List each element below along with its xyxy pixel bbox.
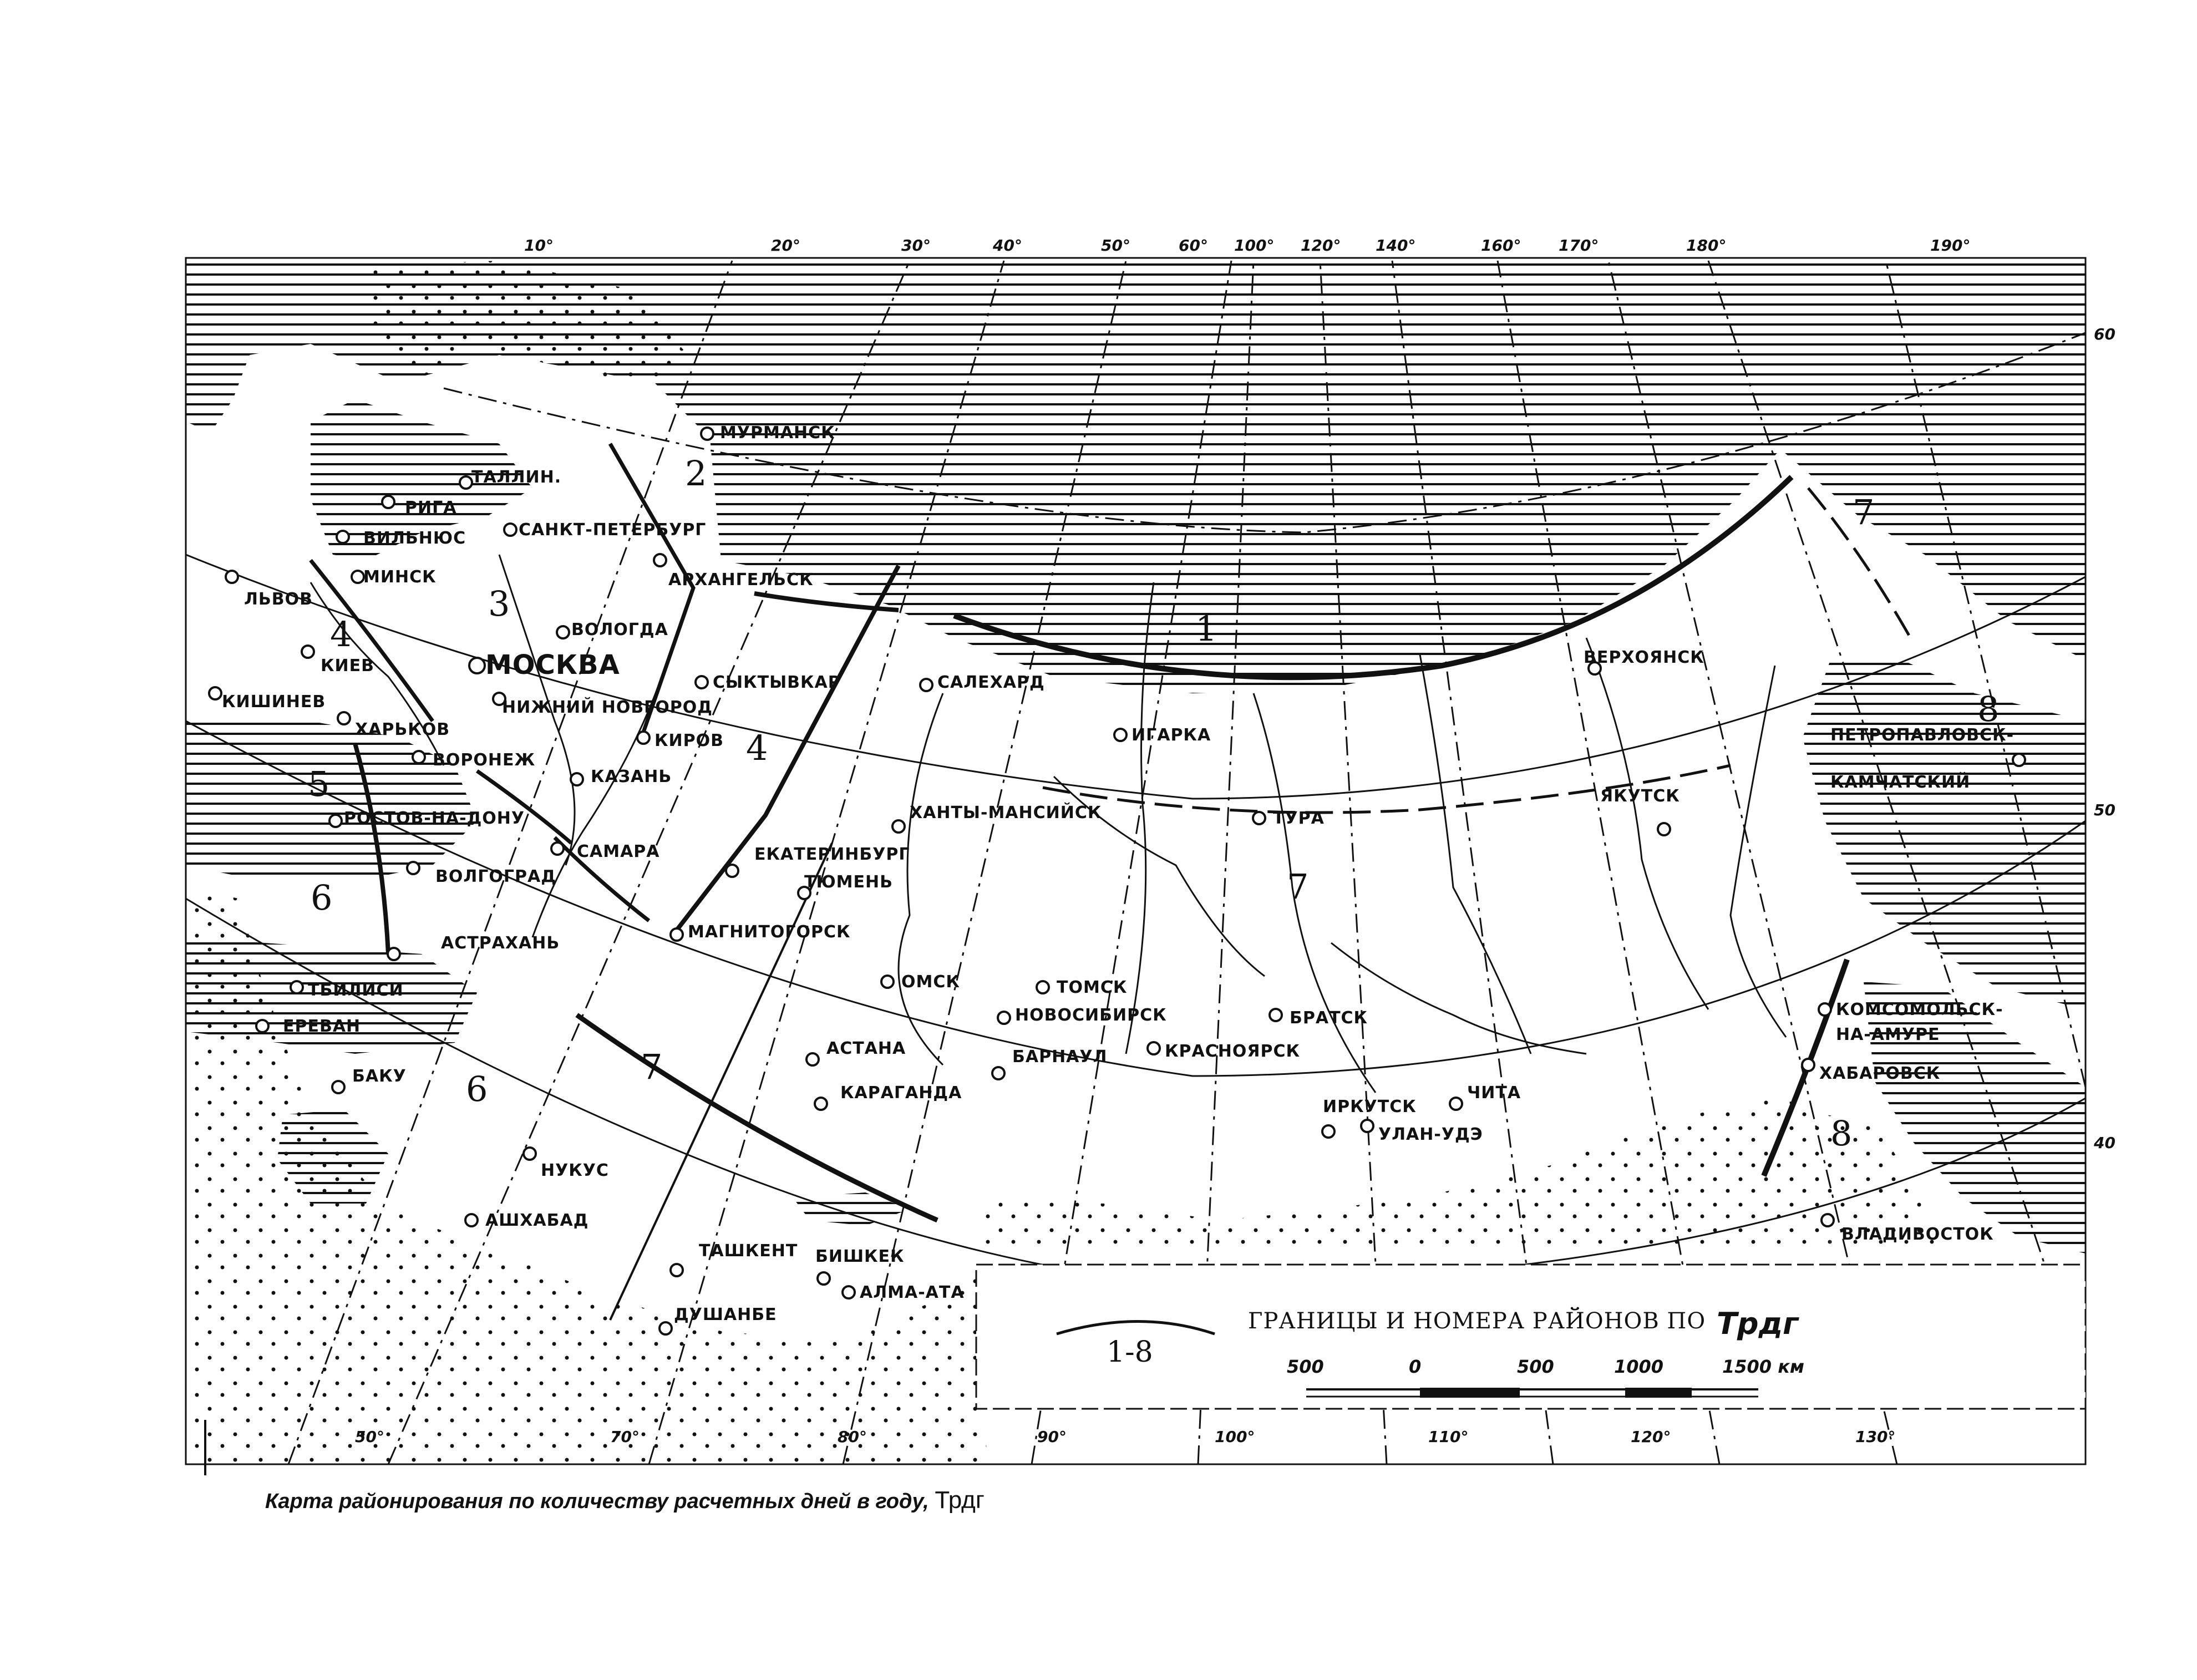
city-label: НИЖНИЙ НОВГОРОД <box>502 698 713 717</box>
city-label: БАРНАУЛ <box>1012 1047 1108 1067</box>
zone-number: 7 <box>1853 492 1875 532</box>
city-label: МУРМАНСК <box>720 423 835 443</box>
deg-top-9: 160° <box>1481 236 1521 255</box>
city-label: ХАРЬКОВ <box>355 720 450 739</box>
city-label: НОВОСИБИРСК <box>1015 1006 1167 1025</box>
scale-label: 0 <box>1409 1356 1422 1377</box>
city-label: БИШКЕК <box>815 1247 905 1266</box>
city-label: НА-АМУРЕ <box>1836 1025 1940 1044</box>
zone-number: 1 <box>1195 608 1217 649</box>
zone-number: 4 <box>746 728 768 768</box>
city-label: БРАТСК <box>1290 1008 1368 1028</box>
city-label: ВОЛОГДА <box>571 620 668 639</box>
city-label: ОМСК <box>901 972 960 992</box>
deg-top-6: 100° <box>1234 236 1275 255</box>
city-label: ИРКУТСК <box>1323 1097 1417 1116</box>
caption-symbol: Трдг <box>935 1486 985 1514</box>
zone-number: 6 <box>311 877 333 918</box>
deg-bottom-5: 110° <box>1428 1428 1469 1446</box>
deg-top-3: 40° <box>993 236 1022 255</box>
legend-title: ГРАНИЦЫ И НОМЕРА РАЙОНОВ ПО <box>1248 1308 1706 1334</box>
zone-number: 8 <box>1977 689 2000 729</box>
legend-title-symbol: Трдг <box>1717 1306 1799 1341</box>
scale-label: 1000 <box>1614 1356 1664 1377</box>
city-label: ВИЛЬНЮС <box>363 529 466 548</box>
city-label: КАМЧАТСКИЙ <box>1830 773 1971 792</box>
zone-number: 4 <box>330 614 352 654</box>
city-label: ПЕТРОПАВЛОВСК- <box>1830 725 2015 745</box>
city-label: ТБИЛИСИ <box>308 981 404 1000</box>
city-label: МИНСК <box>363 567 437 587</box>
city-label: МАГНИТОГОРСК <box>688 922 851 942</box>
top-degree-labels <box>524 236 1970 255</box>
city-label: УЛАН-УДЭ <box>1378 1125 1483 1144</box>
zone-number: 7 <box>1287 866 1309 907</box>
city-label: ИГАРКА <box>1132 725 1211 745</box>
deg-top-10: 170° <box>1559 236 1599 255</box>
deg-right-2: 40 <box>2094 1134 2115 1152</box>
deg-top-4: 50° <box>1101 236 1130 255</box>
city-label: ВОРОНЕЖ <box>433 750 536 770</box>
city-label: САНКТ-ПЕТЕРБУРГ <box>519 520 707 540</box>
city-label: ТАШКЕНТ <box>699 1241 798 1261</box>
zone-number: 5 <box>308 764 330 804</box>
zone-number: 6 <box>466 1069 488 1109</box>
city-label: ТОМСК <box>1057 978 1128 997</box>
deg-right-1: 50 <box>2094 801 2115 819</box>
scale-label: 500 <box>1287 1356 1324 1377</box>
scale-label: 500 <box>1517 1356 1554 1377</box>
deg-top-1: 20° <box>771 236 800 255</box>
city-label: АЛМА-АТА <box>860 1283 965 1302</box>
city-label: ЕРЕВАН <box>283 1017 361 1036</box>
deg-top-5: 60° <box>1179 236 1208 255</box>
city-label: СЫКТЫВКАР <box>713 673 841 692</box>
deg-bottom-1: 70° <box>610 1428 640 1446</box>
deg-bottom-3: 90° <box>1037 1428 1067 1446</box>
city-label: КАЗАНЬ <box>591 767 672 786</box>
city-label: КИШИНЕВ <box>222 692 326 712</box>
city-label: ВОЛГОГРАД <box>435 867 556 886</box>
city-label: БАКУ <box>352 1067 407 1086</box>
deg-right-0: 60 <box>2094 325 2115 343</box>
city-label: НУКУС <box>541 1161 609 1180</box>
legend <box>976 1265 2086 1409</box>
city-label: АРХАНГЕЛЬСК <box>668 570 814 590</box>
city-label: ТУРА <box>1273 809 1325 828</box>
city-label: САМАРА <box>577 842 660 861</box>
city-label: РОСТОВ-НА-ДОНУ <box>344 809 525 828</box>
city-label: САЛЕХАРД <box>937 673 1045 692</box>
city-label: АСТРАХАНЬ <box>441 933 560 953</box>
city-label: ТЮМЕНЬ <box>804 872 893 892</box>
deg-top-12: 190° <box>1930 236 1971 255</box>
zone-number: 2 <box>685 453 707 494</box>
deg-top-7: 120° <box>1301 236 1341 255</box>
caption-text: Карта районирования по количеству расчетных дней в году, <box>265 1490 929 1513</box>
deg-bottom-6: 120° <box>1631 1428 1671 1446</box>
zone-number: 3 <box>488 583 510 624</box>
city-label: АСТАНА <box>826 1039 906 1058</box>
deg-bottom-0: 50° <box>355 1428 384 1446</box>
deg-bottom-7: 130° <box>1855 1428 1896 1446</box>
city-label: КРАСНОЯРСК <box>1165 1042 1300 1061</box>
city-label: КИРОВ <box>654 731 724 750</box>
city-label: РИГА <box>405 498 457 517</box>
city-label: МОСКВА <box>485 649 620 681</box>
city-label: КИЕВ <box>321 656 374 676</box>
city-label: ВЛАДИВОСТОК <box>1841 1225 1994 1244</box>
city-label: ВЕРХОЯНСК <box>1584 648 1704 667</box>
deg-bottom-4: 100° <box>1215 1428 1255 1446</box>
city-label: КАРАГАНДА <box>840 1083 962 1103</box>
deg-bottom-2: 80° <box>838 1428 867 1446</box>
deg-top-2: 30° <box>901 236 931 255</box>
zone-number: 7 <box>641 1047 663 1087</box>
city-label: ЛЬВОВ <box>244 590 313 609</box>
deg-top-0: 10° <box>524 236 554 255</box>
city-label: АШХАБАД <box>485 1211 589 1230</box>
city-label: КОМСОМОЛЬСК- <box>1836 1000 2003 1019</box>
deg-top-8: 140° <box>1376 236 1416 255</box>
map-caption <box>265 1486 985 1514</box>
city-label: ДУШАНБЕ <box>674 1305 777 1324</box>
zone-number: 8 <box>1830 1113 1853 1154</box>
legend-key-label: 1-8 <box>1107 1336 1153 1369</box>
city-label: ХАБАРОВСК <box>1819 1064 1941 1083</box>
city-label: ХАНТЫ-МАНСИЙСК <box>910 803 1102 823</box>
city-label: ЯКУТСК <box>1600 786 1680 806</box>
city-label: ЕКАТЕРИНБУРГ <box>754 845 910 864</box>
scale-label: 1500 км <box>1722 1356 1805 1377</box>
city-label: ЧИТА <box>1467 1083 1521 1103</box>
deg-top-11: 180° <box>1686 236 1727 255</box>
city-label: ТАЛЛИН. <box>471 468 562 487</box>
right-degree-labels <box>2093 325 2115 1152</box>
